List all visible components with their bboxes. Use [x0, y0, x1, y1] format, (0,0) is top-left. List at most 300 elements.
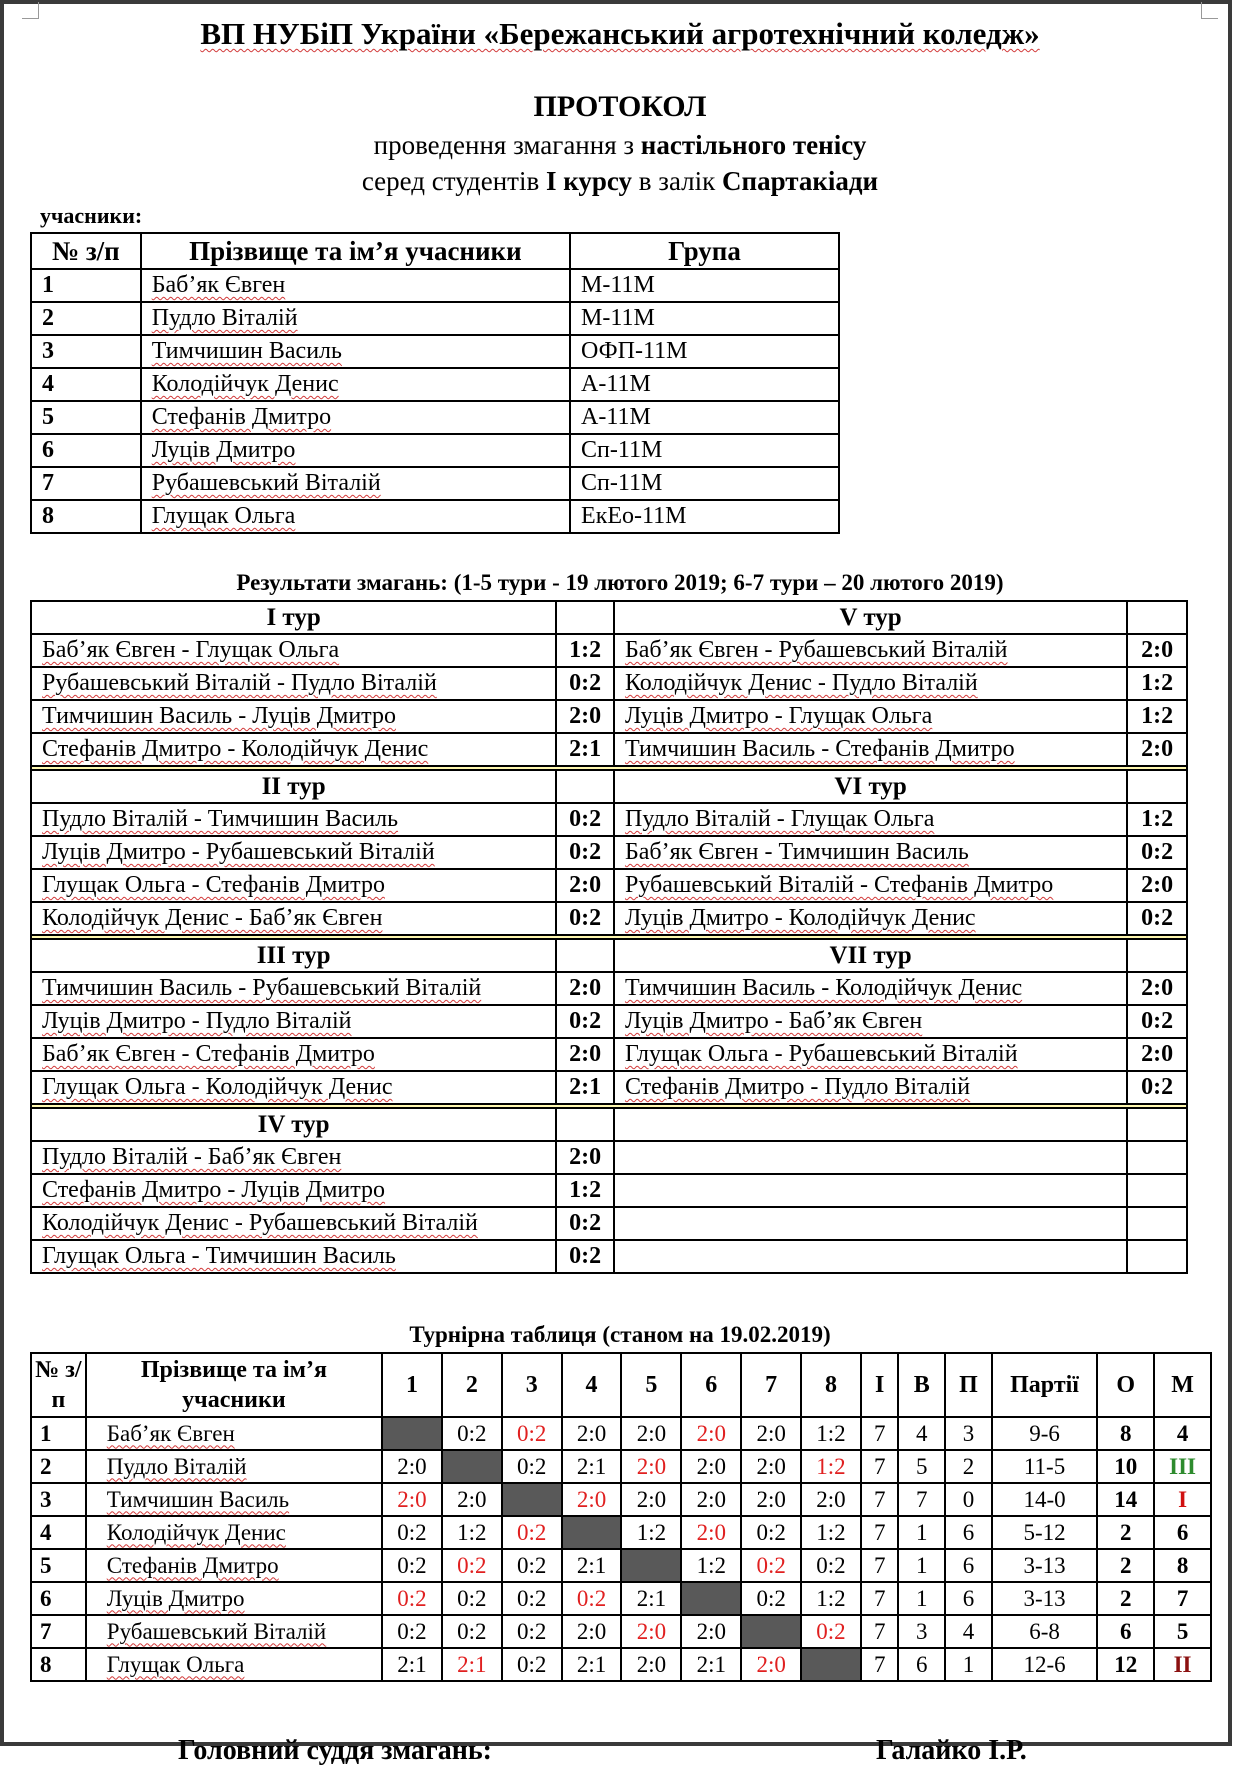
- place: [1154, 1516, 1211, 1549]
- match-result-cell: 2:0: [442, 1483, 502, 1516]
- participant-name-text: Луців Дмитро: [151, 437, 296, 463]
- tour-header-row: [31, 939, 1187, 972]
- standings-table: [30, 1352, 1212, 1682]
- match-score: 2:0: [556, 972, 614, 1005]
- match-result-cell: 0:2: [502, 1648, 562, 1681]
- match-pair: [31, 634, 556, 667]
- match-result-cell: 0:2: [382, 1615, 442, 1648]
- match-pair: [31, 1038, 556, 1071]
- participant-num: 7: [31, 467, 141, 500]
- match-result-cell: 1:2: [801, 1450, 861, 1483]
- participant-num: 2: [31, 302, 141, 335]
- points: 14: [1097, 1483, 1154, 1516]
- wins: 6: [898, 1648, 945, 1681]
- match-result-cell: 2:0: [621, 1417, 681, 1450]
- match-row: [31, 972, 1187, 1005]
- participant-group: А-11М: [570, 401, 839, 434]
- match-row: [31, 869, 1187, 902]
- participant-row: [31, 434, 839, 467]
- match-score: 0:2: [556, 667, 614, 700]
- match-row: [31, 1207, 1187, 1240]
- empty-cell: [614, 1240, 1127, 1273]
- match-pair: [614, 902, 1127, 935]
- match-pair: [31, 803, 556, 836]
- match-score: 0:2: [556, 1240, 614, 1273]
- match-score: 2:0: [1127, 972, 1187, 1005]
- tour-score-header: [556, 939, 614, 972]
- participant-group: ЕкЕо-11М: [570, 500, 839, 533]
- match-result-cell: 2:1: [382, 1648, 442, 1681]
- standings-header-cell: № з/п: [31, 1353, 86, 1417]
- participant-num: 3: [31, 335, 141, 368]
- standings-row: [31, 1582, 1211, 1615]
- standings-row: [31, 1549, 1211, 1582]
- participant-name-text: Стефанів Дмитро: [151, 404, 332, 430]
- participant-row: [31, 269, 839, 302]
- participant-row: [31, 302, 839, 335]
- participant-group: М-11М: [570, 269, 839, 302]
- match-pair-text: Пудло Віталій - Глущак Ольга: [624, 806, 935, 832]
- standings-name-text: Стефанів Дмитро: [106, 1552, 279, 1578]
- match-result-cell: 0:2: [801, 1549, 861, 1582]
- standings-header-cell: 7: [741, 1353, 801, 1417]
- standings-name-text: Тимчишин Василь: [106, 1486, 290, 1512]
- match-pair-text: Тимчишин Василь - Стефанів Дмитро: [624, 736, 1015, 762]
- match-result-cell: 2:1: [562, 1450, 622, 1483]
- participant-group: Сп-11М: [570, 434, 839, 467]
- tour-score-header: [556, 601, 614, 634]
- match-pair-text: Баб’як Євген - Глущак Ольга: [42, 637, 340, 663]
- losses: 6: [945, 1549, 992, 1582]
- place: [1154, 1450, 1211, 1483]
- points: 10: [1097, 1450, 1154, 1483]
- match-pair: [31, 1141, 556, 1174]
- match-row: [31, 1141, 1187, 1174]
- standings-num: 8: [31, 1648, 86, 1681]
- empty-cell: [614, 1108, 1127, 1141]
- match-pair-text: Колодійчук Денис - Рубашевський Віталій: [42, 1210, 478, 1236]
- wins: 5: [898, 1450, 945, 1483]
- standings-header-cell: П: [945, 1353, 992, 1417]
- match-pair: [614, 667, 1127, 700]
- standings-num: 6: [31, 1582, 86, 1615]
- match-result-cell: 2:1: [562, 1549, 622, 1582]
- match-result-cell: 0:2: [382, 1582, 442, 1615]
- wins: 1: [898, 1549, 945, 1582]
- standings-title: Турнірна таблиця (станом на 19.02.2019): [409, 1322, 831, 1347]
- match-score: 2:0: [1127, 869, 1187, 902]
- sets: 5-12: [992, 1516, 1098, 1549]
- match-pair-text: Стефанів Дмитро - Луців Дмитро: [42, 1177, 386, 1203]
- standings-name: [86, 1582, 382, 1615]
- participant-row: [31, 401, 839, 434]
- match-pair-text: Рубашевський Віталій - Стефанів Дмитро: [624, 872, 1054, 898]
- standings-num: 2: [31, 1450, 86, 1483]
- self-match-cell: [562, 1516, 622, 1549]
- participant-name: [141, 401, 570, 434]
- match-row: [31, 836, 1187, 869]
- standings-name-text: Колодійчук Денис: [106, 1519, 286, 1545]
- empty-cell: [1127, 1141, 1187, 1174]
- match-pair: [614, 1005, 1127, 1038]
- match-pair: [614, 836, 1127, 869]
- sets: 11-5: [992, 1450, 1098, 1483]
- standings-name-text: Луців Дмитро: [106, 1585, 245, 1611]
- standings-name: [86, 1648, 382, 1681]
- standings-header-cell: 1: [382, 1353, 442, 1417]
- match-result-cell: 2:0: [741, 1417, 801, 1450]
- match-pair: [614, 869, 1127, 902]
- match-pair: [31, 902, 556, 935]
- match-pair: [31, 733, 556, 766]
- place-text: 8: [1176, 1552, 1189, 1578]
- match-pair: [31, 667, 556, 700]
- match-score: 2:0: [556, 1038, 614, 1071]
- empty-cell: [614, 1141, 1127, 1174]
- place-text: ІІІ: [1169, 1453, 1196, 1479]
- match-pair: [614, 700, 1127, 733]
- tour-title: VІ тур: [614, 770, 1127, 803]
- match-result-cell: 0:2: [382, 1549, 442, 1582]
- match-result-cell: 0:2: [502, 1450, 562, 1483]
- games-played: 7: [861, 1582, 899, 1615]
- match-result-cell: 2:0: [382, 1450, 442, 1483]
- match-pair: [31, 700, 556, 733]
- participant-group: Сп-11М: [570, 467, 839, 500]
- match-pair: [31, 1071, 556, 1104]
- results-title: Результати змагань: (1-5 тури - 19 лютого 2019; 6-7 тури – 20 лютого 2019): [236, 570, 1004, 595]
- standings-header-cell: Прізвище та ім’я учасники: [86, 1353, 382, 1417]
- match-result-cell: 0:2: [502, 1417, 562, 1450]
- match-result-cell: 2:0: [562, 1615, 622, 1648]
- points: 8: [1097, 1417, 1154, 1450]
- standings-header-cell: О: [1097, 1353, 1154, 1417]
- participant-name-text: Тимчишин Василь: [151, 338, 342, 364]
- participant-row: [31, 368, 839, 401]
- match-result-cell: 2:1: [621, 1582, 681, 1615]
- match-pair-text: Баб’як Євген - Стефанів Дмитро: [42, 1041, 375, 1067]
- match-pair: [614, 634, 1127, 667]
- match-result-cell: 0:2: [741, 1582, 801, 1615]
- games-played: 7: [861, 1648, 899, 1681]
- participant-row: [31, 335, 839, 368]
- standings-header-cell: 4: [562, 1353, 622, 1417]
- tour-title: ІІ тур: [31, 770, 556, 803]
- standings-header-cell: В: [898, 1353, 945, 1417]
- participant-row: [31, 500, 839, 533]
- match-row: [31, 1071, 1187, 1104]
- points: 6: [1097, 1615, 1154, 1648]
- match-row: [31, 1038, 1187, 1071]
- standings-num: 7: [31, 1615, 86, 1648]
- participants-header-name: Прізвище та ім’я учасники: [141, 233, 570, 269]
- empty-cell: [1127, 1174, 1187, 1207]
- standings-header-cell: 2: [442, 1353, 502, 1417]
- match-pair: [31, 836, 556, 869]
- self-match-cell: [741, 1615, 801, 1648]
- games-played: 7: [861, 1516, 899, 1549]
- match-score: 2:0: [556, 700, 614, 733]
- empty-cell: [1127, 1207, 1187, 1240]
- participant-name: [141, 335, 570, 368]
- match-pair: [614, 1038, 1127, 1071]
- match-result-cell: 2:0: [562, 1417, 622, 1450]
- match-result-cell: 0:2: [502, 1516, 562, 1549]
- match-pair-text: Глущак Ольга - Тимчишин Василь: [42, 1243, 396, 1269]
- match-result-cell: 0:2: [442, 1582, 502, 1615]
- place: [1154, 1648, 1211, 1681]
- tour-score-header: [556, 1108, 614, 1141]
- participant-group: М-11М: [570, 302, 839, 335]
- participant-num: 8: [31, 500, 141, 533]
- match-result-cell: 2:0: [562, 1483, 622, 1516]
- match-row: [31, 700, 1187, 733]
- sets: 3-13: [992, 1582, 1098, 1615]
- match-pair: [31, 1005, 556, 1038]
- match-result-cell: 1:2: [801, 1516, 861, 1549]
- losses: 3: [945, 1417, 992, 1450]
- match-pair-text: Баб’як Євген - Рубашевський Віталій: [624, 637, 1008, 663]
- match-pair: [31, 1174, 556, 1207]
- participant-num: 6: [31, 434, 141, 467]
- standings-row: [31, 1450, 1211, 1483]
- protocol-title: ПРОТОКОЛ: [533, 90, 707, 123]
- standings-row: [31, 1483, 1211, 1516]
- match-score: 0:2: [1127, 1071, 1187, 1104]
- participant-name: [141, 467, 570, 500]
- match-row: [31, 1240, 1187, 1273]
- place-text: ІІ: [1173, 1651, 1192, 1677]
- match-score: 0:2: [556, 1207, 614, 1240]
- match-result-cell: 2:1: [442, 1648, 502, 1681]
- points: 2: [1097, 1549, 1154, 1582]
- participants-label: учасники:: [40, 203, 143, 228]
- match-score: 0:2: [556, 803, 614, 836]
- match-score: 2:0: [556, 1141, 614, 1174]
- match-score: 2:1: [556, 733, 614, 766]
- wins: 1: [898, 1582, 945, 1615]
- standings-name: [86, 1483, 382, 1516]
- standings-num: 1: [31, 1417, 86, 1450]
- match-pair-text: Луців Дмитро - Баб’як Євген: [624, 1008, 923, 1034]
- wins: 3: [898, 1615, 945, 1648]
- standings-name-text: Пудло Віталій: [106, 1453, 247, 1479]
- match-result-cell: 0:2: [562, 1582, 622, 1615]
- match-result-cell: 2:0: [681, 1516, 741, 1549]
- match-score: 2:0: [1127, 634, 1187, 667]
- tour-title: ІІІ тур: [31, 939, 556, 972]
- match-pair-text: Глущак Ольга - Рубашевський Віталій: [624, 1041, 1018, 1067]
- judge-name: Галайко І.Р.: [876, 1735, 1027, 1766]
- tour-header-row: [31, 1108, 1187, 1141]
- match-score: 0:2: [556, 1005, 614, 1038]
- self-match-cell: [442, 1450, 502, 1483]
- participant-group: ОФП-11М: [570, 335, 839, 368]
- tour-score-header: [1127, 1108, 1187, 1141]
- tour-title: VІІ тур: [614, 939, 1127, 972]
- match-score: 2:0: [1127, 733, 1187, 766]
- place: [1154, 1483, 1211, 1516]
- losses: 1: [945, 1648, 992, 1681]
- points: 2: [1097, 1582, 1154, 1615]
- self-match-cell: [801, 1648, 861, 1681]
- standings-header-cell: Партії: [992, 1353, 1098, 1417]
- participant-name-text: Пудло Віталій: [151, 305, 298, 331]
- subtitle-line-2: серед студентів І курсу в залік Спартакіади: [361, 166, 879, 196]
- match-row: [31, 1005, 1187, 1038]
- tour-score-header: [1127, 939, 1187, 972]
- standings-name: [86, 1516, 382, 1549]
- tour-score-header: [556, 770, 614, 803]
- losses: 6: [945, 1582, 992, 1615]
- match-pair: [31, 869, 556, 902]
- tour-header-row: [31, 601, 1187, 634]
- match-result-cell: 0:2: [502, 1582, 562, 1615]
- match-pair-text: Глущак Ольга - Стефанів Дмитро: [42, 872, 385, 898]
- self-match-cell: [382, 1417, 442, 1450]
- standings-header-cell: М: [1154, 1353, 1211, 1417]
- place: [1154, 1417, 1211, 1450]
- match-result-cell: 2:0: [621, 1483, 681, 1516]
- match-row: [31, 902, 1187, 935]
- match-result-cell: 0:2: [442, 1615, 502, 1648]
- match-pair: [31, 1207, 556, 1240]
- match-result-cell: 2:0: [382, 1483, 442, 1516]
- place-text: 6: [1176, 1519, 1189, 1545]
- match-result-cell: 2:1: [681, 1648, 741, 1681]
- match-result-cell: 0:2: [502, 1615, 562, 1648]
- sets: 6-8: [992, 1615, 1098, 1648]
- match-result-cell: 2:0: [801, 1483, 861, 1516]
- match-pair-text: Колодійчук Денис - Пудло Віталій: [624, 670, 978, 696]
- empty-cell: [614, 1207, 1127, 1240]
- match-pair-text: Пудло Віталій - Тимчишин Василь: [42, 806, 399, 832]
- match-row: [31, 667, 1187, 700]
- match-result-cell: 2:0: [741, 1648, 801, 1681]
- match-score: 0:2: [1127, 1005, 1187, 1038]
- match-pair-text: Стефанів Дмитро - Пудло Віталій: [624, 1074, 971, 1100]
- match-pair: [614, 972, 1127, 1005]
- match-pair-text: Баб’як Євген - Тимчишин Василь: [624, 839, 969, 865]
- match-score: 0:2: [556, 836, 614, 869]
- match-pair-text: Глущак Ольга - Колодійчук Денис: [42, 1074, 393, 1100]
- wins: 1: [898, 1516, 945, 1549]
- tour-title: І тур: [31, 601, 556, 634]
- place: [1154, 1582, 1211, 1615]
- match-score: 2:0: [1127, 1038, 1187, 1071]
- self-match-cell: [681, 1582, 741, 1615]
- empty-cell: [1127, 1240, 1187, 1273]
- match-row: [31, 803, 1187, 836]
- standings-name-text: Рубашевський Віталій: [106, 1618, 327, 1644]
- match-score: 1:2: [556, 1174, 614, 1207]
- sets: 9-6: [992, 1417, 1098, 1450]
- match-result-cell: 2:0: [621, 1615, 681, 1648]
- subtitle-line-1: проведення змагання з настільного тенісу: [373, 130, 867, 160]
- match-result-cell: 0:2: [741, 1549, 801, 1582]
- wins: 4: [898, 1417, 945, 1450]
- match-pair-text: Луців Дмитро - Пудло Віталій: [42, 1008, 352, 1034]
- match-score: 1:2: [1127, 803, 1187, 836]
- participant-name: [141, 500, 570, 533]
- match-result-cell: 2:0: [681, 1483, 741, 1516]
- match-pair-text: Колодійчук Денис - Баб’як Євген: [42, 905, 383, 931]
- match-pair-text: Тимчишин Василь - Рубашевський Віталій: [42, 975, 482, 1001]
- participant-num: 5: [31, 401, 141, 434]
- tour-title: ІV тур: [31, 1108, 556, 1141]
- standings-row: [31, 1615, 1211, 1648]
- tour-score-header: [1127, 770, 1187, 803]
- match-pair-text: Луців Дмитро - Глущак Ольга: [624, 703, 933, 729]
- match-row: [31, 1174, 1187, 1207]
- match-result-cell: 0:2: [502, 1549, 562, 1582]
- participant-name: [141, 368, 570, 401]
- standings-header-cell: І: [861, 1353, 899, 1417]
- standings-name: [86, 1450, 382, 1483]
- judge-label: Головний суддя змагань:: [178, 1735, 493, 1766]
- participant-name: [141, 269, 570, 302]
- place-text: 4: [1176, 1420, 1189, 1446]
- standings-num: 5: [31, 1549, 86, 1582]
- place-text: 7: [1176, 1585, 1189, 1611]
- sets: 3-13: [992, 1549, 1098, 1582]
- match-score: 2:1: [556, 1071, 614, 1104]
- match-result-cell: 2:0: [621, 1648, 681, 1681]
- losses: 4: [945, 1615, 992, 1648]
- games-played: 7: [861, 1417, 899, 1450]
- standings-header-cell: 8: [801, 1353, 861, 1417]
- match-result-cell: 0:2: [741, 1516, 801, 1549]
- match-score: 2:0: [556, 869, 614, 902]
- standings-header-cell: 3: [502, 1353, 562, 1417]
- match-result-cell: 1:2: [801, 1582, 861, 1615]
- standings-row: [31, 1648, 1211, 1681]
- match-pair-text: Стефанів Дмитро - Колодійчук Денис: [42, 736, 429, 762]
- participants-header-num: № з/п: [31, 233, 141, 269]
- place-text: 5: [1176, 1618, 1189, 1644]
- standings-row: [31, 1516, 1211, 1549]
- empty-cell: [614, 1174, 1127, 1207]
- participant-name-text: Глущак Ольга: [151, 503, 296, 529]
- match-result-cell: 0:2: [801, 1615, 861, 1648]
- participant-name-text: Колодійчук Денис: [151, 371, 339, 397]
- match-pair-text: Тимчишин Василь - Колодійчук Денис: [624, 975, 1023, 1001]
- match-pair-text: Тимчишин Василь - Луців Дмитро: [42, 703, 396, 729]
- match-result-cell: 1:2: [681, 1549, 741, 1582]
- match-result-cell: 1:2: [621, 1516, 681, 1549]
- match-result-cell: 0:2: [382, 1516, 442, 1549]
- standings-row: [31, 1417, 1211, 1450]
- participant-num: 4: [31, 368, 141, 401]
- self-match-cell: [502, 1483, 562, 1516]
- match-score: 1:2: [556, 634, 614, 667]
- match-pair: [31, 972, 556, 1005]
- standings-name: [86, 1615, 382, 1648]
- match-score: 1:2: [1127, 667, 1187, 700]
- match-result-cell: 0:2: [442, 1549, 502, 1582]
- participant-num: 1: [31, 269, 141, 302]
- participant-name: [141, 434, 570, 467]
- results-table: [30, 600, 1188, 1274]
- tour-header-row: [31, 770, 1187, 803]
- match-score: 0:2: [556, 902, 614, 935]
- games-played: 7: [861, 1549, 899, 1582]
- match-pair: [614, 803, 1127, 836]
- match-result-cell: 1:2: [442, 1516, 502, 1549]
- match-pair: [614, 733, 1127, 766]
- standings-name: [86, 1549, 382, 1582]
- match-pair-text: Пудло Віталій - Баб’як Євген: [42, 1144, 342, 1170]
